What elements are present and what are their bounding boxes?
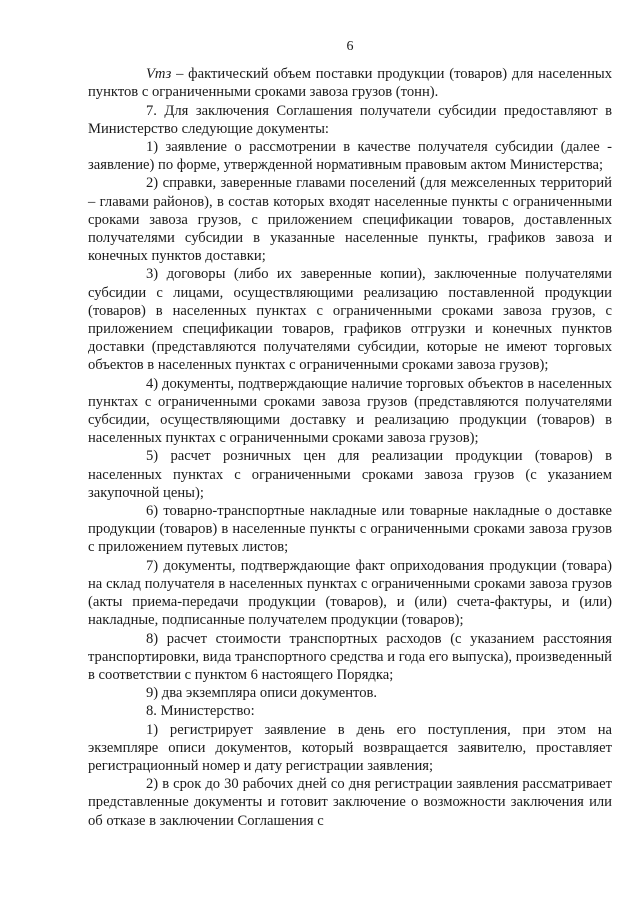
page-number: 6 <box>346 39 354 54</box>
paragraph-item-7: 7. Для заключения Соглашения получатели субсидии предоставляют в Министерство следующие документы: <box>88 102 612 137</box>
paragraph-definition <box>88 65 612 101</box>
paragraph-subitem-2: 2) справки, заверенные главами поселений (для межселенных территорий – главами районов), в состав которых входят населенные пункты с ограниченными сроками завоза грузов, с приложением спецификации товаров, доставленных получателями субсидии в указанные населенные пункты, графиков завоза и конечных пунктов доставки; <box>88 175 612 265</box>
paragraph-subitem-3: 3) договоры (либо их заверенные копии), заключенные получателями субсидии с лицами, осуществляющими реализацию поставленной продукции (товаров) в населенных пунктах с ограниченными сроками завоза грузов, с приложением спецификации товаров, графиков отгрузки и конечных пунктов доставки (представляются получателями субсидии, которые не имеют торговых объектов в населенных пунктах с ограниченными сроками завоза грузов); <box>88 266 612 374</box>
paragraph-subitem-7: 7) документы, подтверждающие факт оприходования продукции (товара) на склад получателя в населенных пунктах с ограниченными сроками завоза грузов (акты приема-передачи продукции (товаров), и (или) счета-фактуры, и (или) накладные, подписанные получателем продукции (товаров); <box>88 557 612 629</box>
paragraph-subitem-5: 5) расчет розничных цен для реализации продукции (товаров) в населенных пунктах с ограниченными сроками завоза грузов (с указанием закупочной цены); <box>88 448 612 501</box>
paragraph-subitem-6: 6) товарно-транспортные накладные или товарные накладные о доставке продукции (товаров) в населенные пункты с ограниченными сроками завоза грузов с приложением путевых листов; <box>88 503 612 556</box>
paragraph-item-8: 8. Министерство: <box>146 703 255 720</box>
paragraph-subitem-4: 4) документы, подтверждающие наличие торговых объектов в населенных пунктах с ограниченными сроками завоза грузов (представляются получателями субсидии, осуществляющими доставку и реализацию продукции (товаров) в населенных пунктах с ограниченными сроками завоза грузов); <box>88 375 612 447</box>
paragraph-text: – фактический объем поставки продукции (товаров) для населенных пунктов с ограниченными сроками завоза грузов (тонн). <box>88 66 612 101</box>
document-page <box>88 38 612 830</box>
paragraph-subitem-1: 1) заявление о рассмотрении в качестве получателя субсидии (далее - заявление) по форме, утвержденной нормативным правовым актом Министерства; <box>88 139 612 174</box>
paragraph-item-8-subitem-2: 2) в срок до 30 рабочих дней со дня регистрации заявления рассматривает представленные документы и готовит заключение о возможности заключения или об отказе в заключении Соглашения с <box>88 776 612 829</box>
paragraph-item-8-subitem-1: 1) регистрирует заявление в день его поступления, при этом на экземпляре описи документов, который возвращается заявителю, проставляет регистрационный номер и дату регистрации заявления; <box>88 721 612 774</box>
formula-symbol: Vтз <box>146 66 172 83</box>
paragraph-subitem-9: 9) два экземпляра описи документов. <box>146 685 378 702</box>
paragraph-subitem-8: 8) расчет стоимости транспортных расходов (с указанием расстояния транспортировки, вида транспортного средства и года его выпуска), произведенный в соответствии с пунктом 6 настоящего Порядка; <box>88 630 612 683</box>
